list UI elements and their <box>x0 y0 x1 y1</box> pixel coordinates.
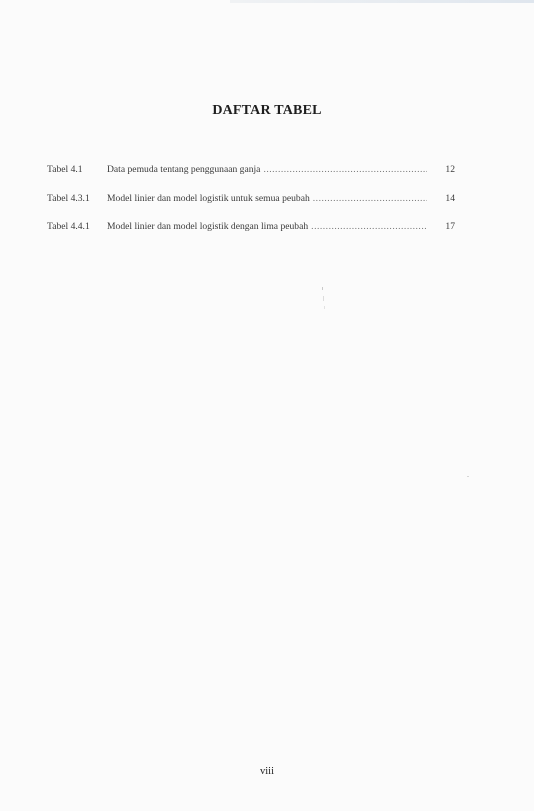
scan-speck <box>323 296 324 301</box>
table-list <box>47 164 455 250</box>
dot-leader <box>313 193 427 204</box>
list-item <box>47 193 455 204</box>
table-title: Data pemuda tentang penggunaan ganja <box>107 164 261 175</box>
list-item <box>47 221 455 232</box>
scan-edge <box>230 0 534 3</box>
list-item <box>47 164 455 175</box>
table-page-number: 17 <box>445 221 455 232</box>
scan-speck <box>322 287 323 290</box>
scan-speck <box>324 306 325 309</box>
table-title: Model linier dan model logistik untuk semua peubah <box>107 192 310 204</box>
table-title: Model linier dan model logistik dengan lima peubah <box>107 221 309 232</box>
dot-leader <box>311 221 427 232</box>
table-page-number: 14 <box>445 192 455 204</box>
table-label: Tabel 4.4.1 <box>47 221 90 232</box>
page-title: DAFTAR TABEL <box>212 103 322 118</box>
scan-speck <box>467 476 469 477</box>
table-label: Tabel 4.1 <box>47 164 83 175</box>
page-number: viii <box>259 766 274 777</box>
dot-leader <box>263 164 427 175</box>
table-label: Tabel 4.3.1 <box>47 192 90 204</box>
table-page-number: 12 <box>445 164 455 175</box>
